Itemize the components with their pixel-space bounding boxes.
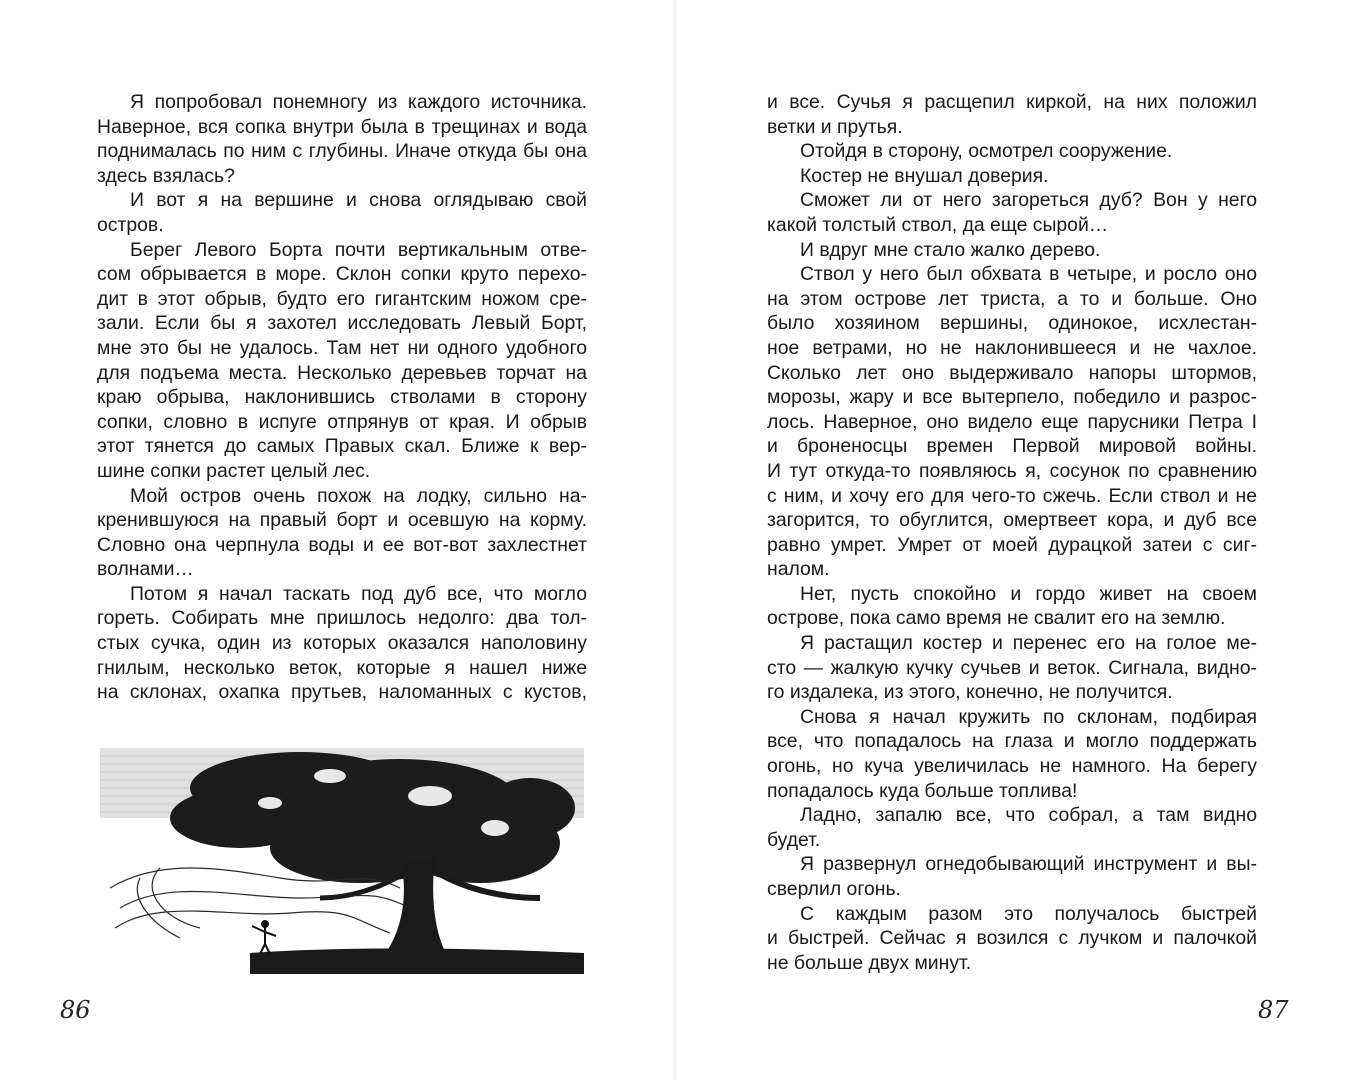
text-line: огонь, но куча увеличилась не намного. На берегу bbox=[767, 755, 1257, 778]
text-line: Я попробовал понемногу из каждого источника. bbox=[130, 91, 587, 113]
text-line: Берег Левого Борта почти вертикальным отве- bbox=[130, 238, 587, 261]
text-line: сверлил огонь. bbox=[767, 878, 901, 900]
text-line: Ладно, запалю все, что собрал, а там видно bbox=[800, 804, 1257, 827]
text-line: равно умрет. Умрет от моей дурацкой затеи с сиг- bbox=[767, 533, 1257, 556]
text-line: налом. bbox=[767, 558, 830, 581]
right-page-text bbox=[767, 90, 1257, 975]
text-line: го издалека, из этого, конечно, не получится. bbox=[767, 681, 1173, 704]
text-line: Костер не внушал доверия. bbox=[800, 164, 1049, 187]
text-line: И вдруг мне стало жалко дерево. bbox=[800, 238, 1101, 261]
oak-tree-illustration bbox=[100, 748, 584, 974]
text-line: на склонах, охапка прутьев, наломанных с кустов, bbox=[97, 681, 587, 704]
text-line: и все. Сучья я расщепил киркой, на них положил bbox=[767, 91, 1257, 113]
text-line: И вот я на вершине и снова оглядываю свой bbox=[130, 189, 587, 212]
text-line: шине сопки растет целый лес. bbox=[97, 459, 371, 482]
text-line: гнилым, несколько веток, которые я нашел ниже bbox=[97, 656, 587, 679]
text-line: зали. Если бы я захотел исследовать Левый Борт, bbox=[97, 312, 587, 335]
text-line: Наверное, вся сопка внутри была в трещинах и вода bbox=[97, 115, 587, 138]
text-line: на этом острове лет триста, а то и больше. Оно bbox=[767, 287, 1257, 310]
text-line: поднималась по ним с глубины. Иначе откуда бы она bbox=[97, 140, 587, 163]
text-line: для подъема места. Несколько деревьев торчат на bbox=[97, 361, 587, 384]
text-line: гореть. Собирать мне пришлось недолго: два тол- bbox=[97, 607, 587, 630]
text-line: и броненосцы времен Первой мировой войны. bbox=[767, 435, 1257, 458]
text-line: будет. bbox=[767, 828, 821, 851]
text-line: сопки, словно в испуге отпрянув от края. И обрыв bbox=[97, 410, 587, 433]
text-line: Снова я начал кружить по склонам, подбирая bbox=[800, 705, 1257, 728]
text-line: Нет, пусть спокойно и гордо живет на своем bbox=[800, 582, 1257, 605]
text-line: все, что попадалось на глаза и могло поддержать bbox=[767, 730, 1257, 753]
text-line: Я растащил костер и перенес его на голое ме- bbox=[800, 632, 1257, 655]
text-line: не больше двух минут. bbox=[767, 951, 972, 974]
text-line: краю обрыва, наклонившись стволами в сторону bbox=[97, 386, 587, 409]
text-line: какой толстый ствол, да еще сырой… bbox=[767, 213, 1109, 236]
left-page-text bbox=[97, 90, 587, 705]
text-line: и быстрей. Сейчас я возился с лучком и палочкой bbox=[767, 927, 1257, 950]
text-line: Словно она черпнула воды и ее вот-вот захлестнет bbox=[97, 533, 587, 556]
text-line: острове, пока само время не свалит его на землю. bbox=[767, 607, 1226, 630]
oak-tree-drawing bbox=[100, 748, 584, 974]
text-line: сом обрывается в море. Склон сопки круто перехо- bbox=[97, 263, 587, 286]
text-line: Сможет ли от него загореться дуб? Вон у него bbox=[800, 189, 1257, 212]
text-line: Ствол у него был обхвата в четыре, и росло оно bbox=[800, 263, 1257, 286]
text-line: стых сучка, один из которых оказался наполовину bbox=[97, 632, 587, 655]
text-line: сто — жалкую кучку сучьев и веток. Сигнала, видно- bbox=[767, 656, 1257, 679]
text-line: ветки и прутья. bbox=[767, 115, 903, 138]
text-line: здесь взялась? bbox=[97, 164, 235, 187]
text-line: Отойдя в сторону, осмотрел сооружение. bbox=[800, 140, 1173, 163]
text-line: попадалось куда больше топлива! bbox=[767, 779, 1078, 802]
text-line: морозы, жару и все вытерпело, победило и разрос- bbox=[767, 386, 1257, 409]
text-line: этот тянется до самых Правых скал. Ближе к вер- bbox=[97, 435, 587, 458]
text-line: кренившуюся на правый борт и осевшую на корму. bbox=[97, 509, 587, 532]
text-line: остров. bbox=[97, 213, 164, 236]
text-line: И тут откуда-то появляюсь я, сосунок по сравнению bbox=[767, 459, 1257, 482]
text-line: ное ветрами, но не наклонившееся и не чахлое. bbox=[767, 336, 1257, 359]
text-line: волнами… bbox=[97, 558, 194, 581]
text-line: Мой остров очень похож на лодку, сильно на- bbox=[130, 484, 587, 507]
text-line: с ним, и хочу его для чего-то сжечь. Если ствол и не bbox=[767, 484, 1257, 507]
text-line: Потом я начал таскать под дуб все, что могло bbox=[130, 582, 587, 605]
text-line: мне это бы не удалось. Там нет ни одного удобного bbox=[97, 336, 587, 359]
text-line: Я развернул огнедобывающий инструмент и вы- bbox=[800, 853, 1257, 876]
text-line: С каждым разом это получалось быстрей bbox=[800, 902, 1257, 925]
page-number: 86 bbox=[60, 996, 91, 1024]
page-number: 87 bbox=[1258, 996, 1289, 1024]
text-line: лось. Наверное, оно видело еще парусники Петра I bbox=[767, 410, 1257, 433]
text-line: было хозяином вершины, одинокое, исхлестан- bbox=[767, 312, 1257, 335]
right-page bbox=[675, 0, 1350, 1080]
text-line: загорится, то обуглится, омертвеет кора, и дуб все bbox=[767, 509, 1257, 532]
text-line: Сколько лет оно выдерживало напоры штормов, bbox=[767, 361, 1257, 384]
text-line: дит в этот обрыв, будто его гигантским ножом сре- bbox=[97, 287, 587, 310]
